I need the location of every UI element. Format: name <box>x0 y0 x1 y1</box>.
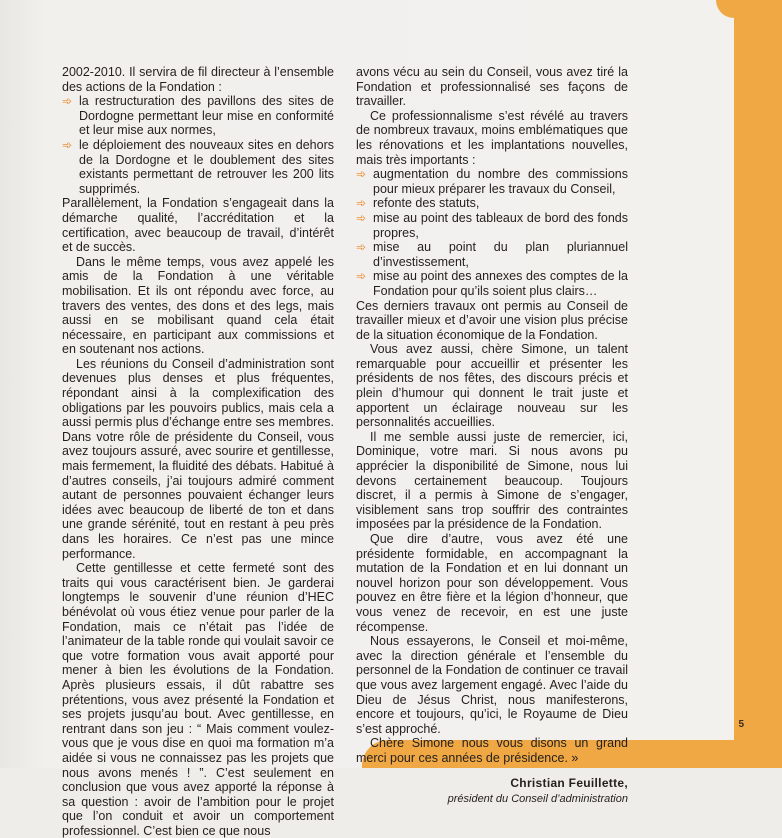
bullet-text: la restructuration des pavillons des sites de Dordogne permettant leur mise en conformité et leur mise aux normes, <box>79 94 334 138</box>
bullet-text: mise au point du plan pluriannuel d’investissement, <box>373 240 628 269</box>
paragraph: Ces derniers travaux ont permis au Conseil de travailler mieux et d’avoir une vision plus précise de la situation économique de la Fondation. <box>356 298 628 342</box>
bullet-text: refonte des statuts, <box>373 196 480 211</box>
arrow-bullet-icon: ➾ <box>356 240 367 255</box>
bullet-text: le déploiement des nouveaux sites en dehors de la Dordogne et le doublement des sites existants permettant de retrouver les 200 lits supprimés. <box>79 137 334 196</box>
paragraph: Ce professionnalisme s’est révélé au travers de nombreux travaux, moins emblématiques que les rénovations et les implantations nouvelles, mais très importants : <box>356 108 628 167</box>
arrow-bullet-icon: ➾ <box>356 167 367 182</box>
bullet-text: augmentation du nombre des commissions pour mieux préparer les travaux du Conseil, <box>373 167 628 196</box>
right-text-column <box>356 65 628 807</box>
bullet-item <box>356 269 628 298</box>
arrow-bullet-icon: ➾ <box>62 137 73 152</box>
paragraph: Vous avez aussi, chère Simone, un talent remarquable pour accueillir et présenter les présidents de nos fêtes, des discours précis et plein d’humour qui donnent le trait juste et apportent un éclairage nouveau sur les personnalités accueillies. <box>356 342 628 430</box>
paragraph: 2002-2010. Il servira de fil directeur à l’ensemble des actions de la Fondation : <box>62 65 334 94</box>
paragraph: Parallèlement, la Fondation s’engageait dans la démarche qualité, l’accréditation et la certification, avec beaucoup de travail, d’intérêt et de succès. <box>62 196 334 255</box>
arrow-bullet-icon: ➾ <box>356 269 367 284</box>
paragraph: Chère Simone nous vous disons un grand merci pour ces années de présidence. » <box>356 736 628 765</box>
paragraph: Que dire d’autre, vous avez été une présidente formidable, en accompagnant la mutation de la Fondation et en lui donnant un nouvel horizon pour son développement. Vous pouvez en être fière et la légion d’honneur, que vous venez de recevoir, en est une juste récompense. <box>356 532 628 634</box>
bullet-item <box>356 211 628 240</box>
arrow-bullet-icon: ➾ <box>356 196 367 211</box>
orange-edge-tab <box>734 0 782 768</box>
bullet-item <box>356 196 628 211</box>
bullet-text: mise au point des annexes des comptes de la Fondation pour qu’ils soient plus clairs… <box>373 269 628 298</box>
left-text-column <box>62 65 334 838</box>
paragraph: Il me semble aussi juste de remercier, ici, Dominique, votre mari. Si nous avons pu apprécier la disponibilité de Simone, nous lui devons certainement beaucoup. Toujours discret, il a permis à Simone de s’engager, visiblement sans trop souffrir des contraintes imposées par la présidence de la Fondation. <box>356 429 628 532</box>
arrow-bullet-icon: ➾ <box>356 210 367 225</box>
paragraph: Dans le même temps, vous avez appelé les amis de la Fondation à une véritable mobilisation. Et ils ont répondu avec force, au travers des ventes, des dons et des legs, mais aussi en se mobilisant quand cela était nécessaire, en participant aux commissions et en soutenant nos actions. <box>62 254 334 357</box>
paragraph: Nous essayerons, le Conseil et moi-même, avec la direction générale et l’ensemble du personnel de la Fondation de continuer ce travail que vous avez largement engagé. Avec l’aide du Dieu de Jésus Christ, nous manifesterons, encore et toujours, qu’ici, le Royaume de Dieu s’est approché. <box>356 634 628 736</box>
bullet-item <box>356 167 628 196</box>
right-column-body <box>356 65 628 766</box>
arrow-bullet-icon: ➾ <box>62 94 73 109</box>
paragraph: Les réunions du Conseil d’administration sont devenues plus denses et plus fréquentes, répondant ainsi à la complexification des obligations par les pouvoirs publics, mais cela a aussi permis plus d’échange entre ses membres. Dans votre rôle de présidente du Conseil, vous avez toujours assuré, avec sourire et gentillesse, mais fermement, la fluidité des débats. Habitué à d’autres conseils, j’ai toujours admiré comment autant de personnes pouvaient échanger leurs idées avec beaucoup de liberté de ton et dans une grande sérénité, tout en restant à peu près dans les horaires. Ce n’est pas une mince performance. <box>62 356 334 561</box>
bullet-item <box>356 240 628 269</box>
paragraph: avons vécu au sein du Conseil, vous avez tiré la Fondation et professionnalisé ses façons de travailler. <box>356 65 628 109</box>
signature-block <box>356 776 628 807</box>
paragraph: Cette gentillesse et cette fermeté sont des traits qui vous caractérisent bien. Je garderai longtemps le souvenir d’une réunion d’HEC bénévolat où vous étiez venue pour parler de la Fondation, mais ce n’était pas l’idée de l’animateur de la table ronde qui voulait savoir ce que votre formation vous avait apporté pour mener à bien les évolutions de la Fondation. Après plusieurs essais, il dût rabattre ses prétentions, vous avez présenté la Fondation et ses projets jusqu’au bout. Avec gentillesse, en rentrant dans son jeu : “ Mais comment voulez-vous que je vous dise en quoi ma formation m’a aidée si vous ne connaissez pas les projets que nous avons menés ! ”. C’est seulement en conclusion que vous avez apporté la réponse à sa question : avoir de l’ambition pour le projet que l’on conduit et avoir un comportement professionnel. C’est bien ce que nous <box>62 561 334 838</box>
bullet-text: mise au point des tableaux de bord des fonds propres, <box>373 210 628 240</box>
signature-title: président du Conseil d’administration <box>447 793 628 806</box>
bullet-item <box>62 138 334 196</box>
page-number: 5 <box>738 719 744 730</box>
signature-name: Christian Feuillette, <box>510 775 628 790</box>
bullet-item <box>62 94 334 138</box>
